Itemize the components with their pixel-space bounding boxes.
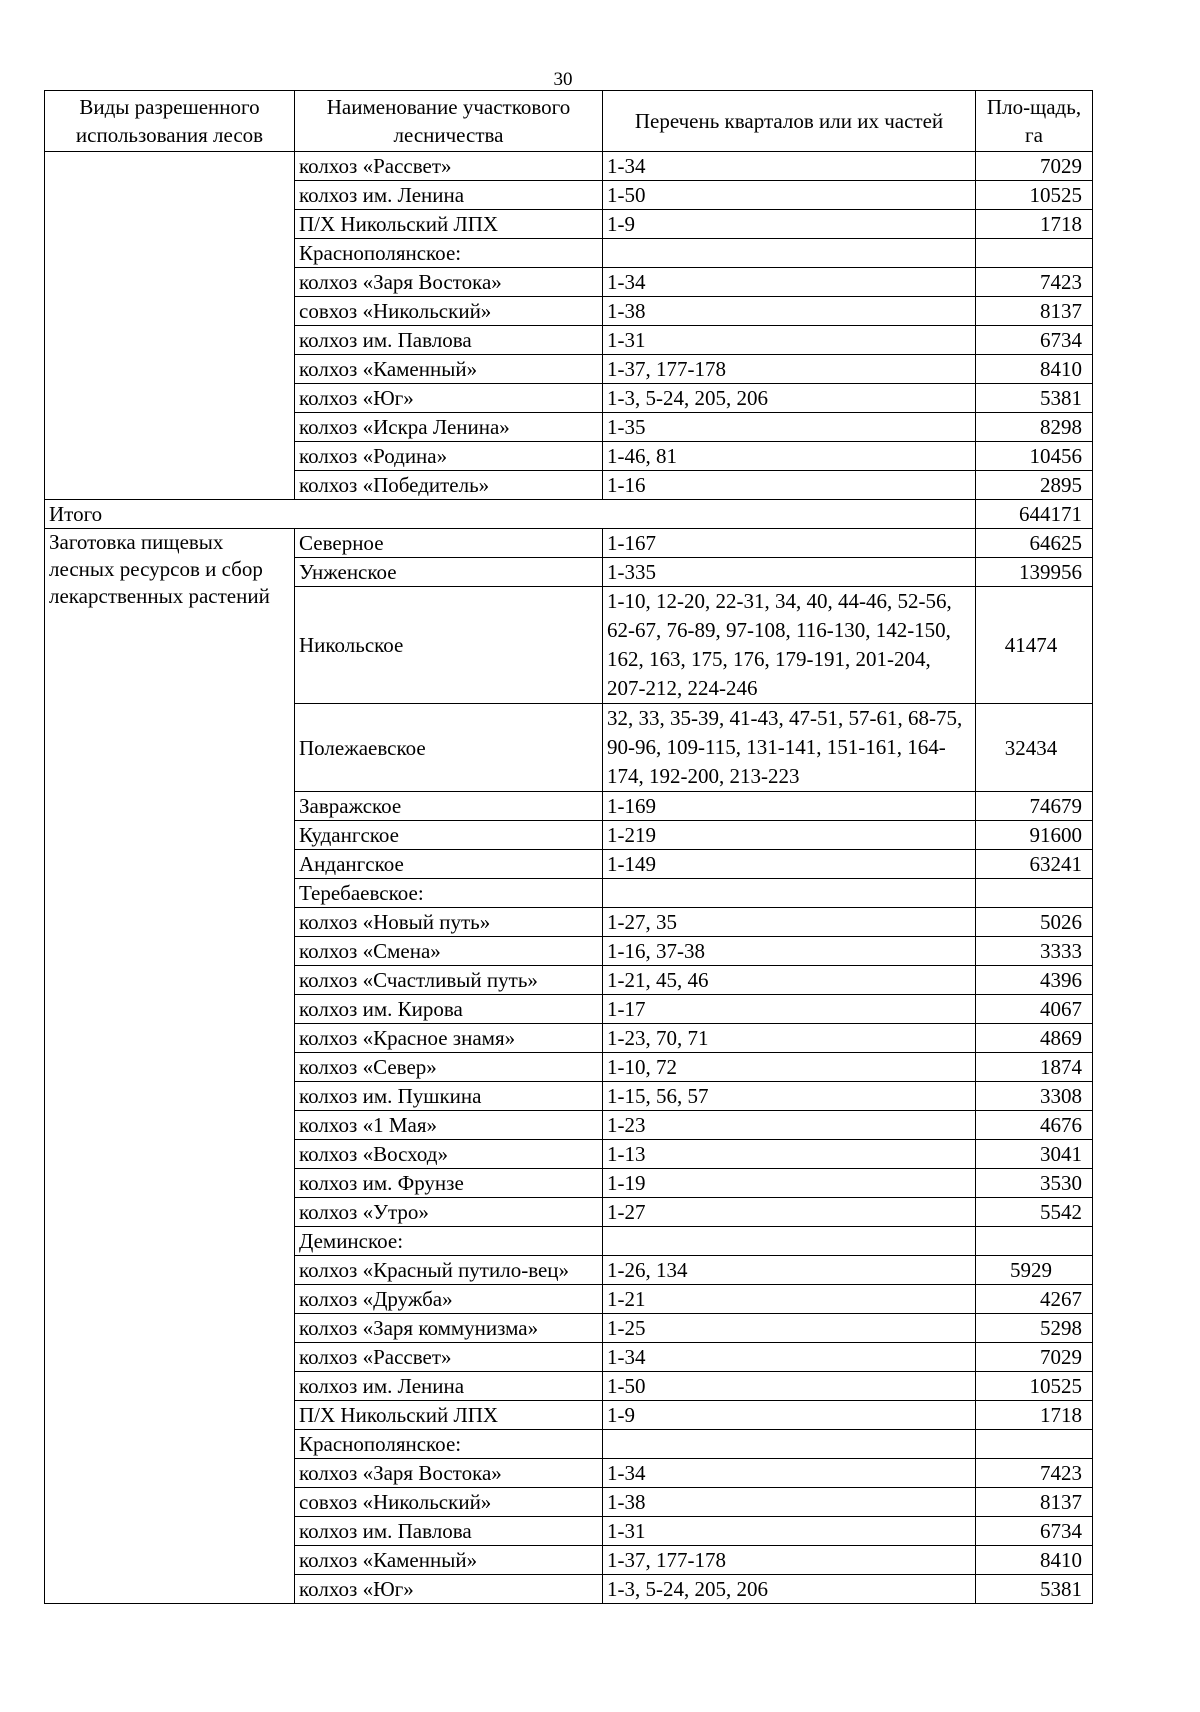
area-value: 6734 xyxy=(976,1517,1093,1546)
area-value: 6734 xyxy=(976,326,1093,355)
area-value xyxy=(976,1227,1093,1256)
area-value: 5381 xyxy=(976,384,1093,413)
forestry-name: колхоз «Восход» xyxy=(295,1140,603,1169)
quarter-list: 1-34 xyxy=(603,1343,976,1372)
forestry-name: колхоз «Красное знамя» xyxy=(295,1024,603,1053)
forestry-name: Унженское xyxy=(295,558,603,587)
area-value: 5298 xyxy=(976,1314,1093,1343)
forestry-name: колхоз «Рассвет» xyxy=(295,1343,603,1372)
area-value xyxy=(976,239,1093,268)
area-value xyxy=(976,879,1093,908)
quarter-list: 1-23, 70, 71 xyxy=(603,1024,976,1053)
quarter-list: 1-10, 72 xyxy=(603,1053,976,1082)
quarter-list: 1-26, 134 xyxy=(603,1256,976,1285)
forestry-name: Кудангское xyxy=(295,821,603,850)
quarter-list: 1-23 xyxy=(603,1111,976,1140)
forestry-name: колхоз «Север» xyxy=(295,1053,603,1082)
quarter-list: 1-38 xyxy=(603,297,976,326)
quarter-list: 1-3, 5-24, 205, 206 xyxy=(603,384,976,413)
area-value: 91600 xyxy=(976,821,1093,850)
forestry-name: колхоз им. Фрунзе xyxy=(295,1169,603,1198)
quarter-list xyxy=(603,1430,976,1459)
quarter-list: 1-167 xyxy=(603,529,976,558)
quarter-list: 1-37, 177-178 xyxy=(603,1546,976,1575)
page-number: 30 xyxy=(553,69,573,90)
forestry-name: колхоз «Заря Востока» xyxy=(295,268,603,297)
quarter-list: 1-34 xyxy=(603,268,976,297)
forestry-name: Краснополянское: xyxy=(295,239,603,268)
forestry-name: П/Х Никольский ЛПХ xyxy=(295,210,603,239)
area-value: 5929 xyxy=(976,1256,1093,1285)
header-list: Перечень кварталов или их частей xyxy=(603,91,976,152)
area-value: 4869 xyxy=(976,1024,1093,1053)
forestry-name: Никольское xyxy=(295,587,603,704)
header-use: Виды разрешенного использования лесов xyxy=(45,91,295,152)
table-row xyxy=(45,529,1093,558)
area-value: 4267 xyxy=(976,1285,1093,1314)
forestry-name: колхоз им. Ленина xyxy=(295,1372,603,1401)
quarter-list: 1-19 xyxy=(603,1169,976,1198)
quarter-list: 1-34 xyxy=(603,152,976,181)
forestry-name: колхоз «Заря Востока» xyxy=(295,1459,603,1488)
forestry-name: колхоз «Смена» xyxy=(295,937,603,966)
quarter-list: 1-31 xyxy=(603,1517,976,1546)
area-value: 8410 xyxy=(976,355,1093,384)
quarter-list: 1-219 xyxy=(603,821,976,850)
forestry-name: колхоз «Каменный» xyxy=(295,355,603,384)
area-value: 1718 xyxy=(976,1401,1093,1430)
quarter-list xyxy=(603,879,976,908)
forestry-name: Полежаевское xyxy=(295,704,603,792)
quarter-list: 1-27 xyxy=(603,1198,976,1227)
area-value: 1874 xyxy=(976,1053,1093,1082)
quarter-list: 1-9 xyxy=(603,1401,976,1430)
total-row xyxy=(45,500,1093,529)
area-value: 3530 xyxy=(976,1169,1093,1198)
quarter-list: 1-10, 12-20, 22-31, 34, 40, 44-46, 52-56, 62-67, 76-89, 97-108, 116-130, 142-150, 162, 163, 175, 176, 179-191, 201-204, 207-212, 224-246 xyxy=(603,587,976,704)
table-row xyxy=(45,152,1093,181)
quarter-list xyxy=(603,1227,976,1256)
use-type: Заготовка пищевых лесных ресурсов и сбор лекарственных растений xyxy=(45,529,295,1604)
area-value: 5542 xyxy=(976,1198,1093,1227)
area-value: 64625 xyxy=(976,529,1093,558)
area-value: 8298 xyxy=(976,413,1093,442)
forestry-name: колхоз «Юг» xyxy=(295,1575,603,1604)
area-value: 5381 xyxy=(976,1575,1093,1604)
area-value: 139956 xyxy=(976,558,1093,587)
quarter-list: 1-50 xyxy=(603,181,976,210)
forestry-name: колхоз «Искра Ленина» xyxy=(295,413,603,442)
forestry-name: совхоз «Никольский» xyxy=(295,1488,603,1517)
forestry-name: колхоз «Рассвет» xyxy=(295,152,603,181)
quarter-list: 1-35 xyxy=(603,413,976,442)
quarter-list: 1-16 xyxy=(603,471,976,500)
forestry-name: колхоз «Красный путило-вец» xyxy=(295,1256,603,1285)
area-value: 3333 xyxy=(976,937,1093,966)
forestry-name: колхоз им. Пушкина xyxy=(295,1082,603,1111)
total-blank xyxy=(295,500,976,529)
forestry-name: Деминское: xyxy=(295,1227,603,1256)
forestry-name: колхоз «Новый путь» xyxy=(295,908,603,937)
forestry-name: Андангское xyxy=(295,850,603,879)
forestry-name: колхоз «1 Мая» xyxy=(295,1111,603,1140)
quarter-list: 1-37, 177-178 xyxy=(603,355,976,384)
area-value: 1718 xyxy=(976,210,1093,239)
forestry-name: Теребаевское: xyxy=(295,879,603,908)
quarter-list: 1-34 xyxy=(603,1459,976,1488)
forestry-name: Завражское xyxy=(295,792,603,821)
area-value: 8410 xyxy=(976,1546,1093,1575)
table-body xyxy=(45,152,1093,1604)
quarter-list: 1-50 xyxy=(603,1372,976,1401)
total-label: Итого xyxy=(45,500,295,529)
area-value: 2895 xyxy=(976,471,1093,500)
quarter-list: 1-13 xyxy=(603,1140,976,1169)
quarter-list: 1-16, 37-38 xyxy=(603,937,976,966)
area-value: 74679 xyxy=(976,792,1093,821)
area-value: 10525 xyxy=(976,181,1093,210)
forestry-name: колхоз «Каменный» xyxy=(295,1546,603,1575)
header-area: Пло-щадь, га xyxy=(976,91,1093,152)
area-value: 5026 xyxy=(976,908,1093,937)
quarter-list: 1-27, 35 xyxy=(603,908,976,937)
area-value: 8137 xyxy=(976,297,1093,326)
quarter-list: 1-25 xyxy=(603,1314,976,1343)
total-area: 644171 xyxy=(976,500,1093,529)
quarter-list: 1-15, 56, 57 xyxy=(603,1082,976,1111)
area-value: 10456 xyxy=(976,442,1093,471)
forestry-name: колхоз им. Ленина xyxy=(295,181,603,210)
area-value: 7029 xyxy=(976,152,1093,181)
area-value: 7423 xyxy=(976,1459,1093,1488)
forestry-name: Северное xyxy=(295,529,603,558)
forestry-name: П/Х Никольский ЛПХ xyxy=(295,1401,603,1430)
header-name: Наименование участкового лесничества xyxy=(295,91,603,152)
quarter-list: 1-21, 45, 46 xyxy=(603,966,976,995)
quarter-list: 1-21 xyxy=(603,1285,976,1314)
forestry-name: колхоз «Счастливый путь» xyxy=(295,966,603,995)
area-value: 3308 xyxy=(976,1082,1093,1111)
forestry-name: колхоз им. Павлова xyxy=(295,1517,603,1546)
quarter-list: 1-17 xyxy=(603,995,976,1024)
forestry-name: колхоз им. Кирова xyxy=(295,995,603,1024)
area-value: 10525 xyxy=(976,1372,1093,1401)
area-value: 41474 xyxy=(976,587,1093,704)
quarter-list: 1-38 xyxy=(603,1488,976,1517)
quarter-list: 1-149 xyxy=(603,850,976,879)
forestry-name: колхоз «Родина» xyxy=(295,442,603,471)
quarter-list: 1-3, 5-24, 205, 206 xyxy=(603,1575,976,1604)
area-value: 8137 xyxy=(976,1488,1093,1517)
area-value: 4396 xyxy=(976,966,1093,995)
area-value xyxy=(976,1430,1093,1459)
quarter-list: 1-169 xyxy=(603,792,976,821)
forestry-name: колхоз «Победитель» xyxy=(295,471,603,500)
forestry-name: колхоз им. Павлова xyxy=(295,326,603,355)
quarter-list: 1-335 xyxy=(603,558,976,587)
quarter-list xyxy=(603,239,976,268)
area-value: 7029 xyxy=(976,1343,1093,1372)
forest-use-table xyxy=(44,90,1093,1604)
area-value: 7423 xyxy=(976,268,1093,297)
quarter-list: 1-31 xyxy=(603,326,976,355)
forestry-name: совхоз «Никольский» xyxy=(295,297,603,326)
forestry-name: колхоз «Юг» xyxy=(295,384,603,413)
table-header-row xyxy=(45,91,1093,152)
area-value: 4067 xyxy=(976,995,1093,1024)
use-cell-empty xyxy=(45,152,295,500)
area-value: 3041 xyxy=(976,1140,1093,1169)
area-value: 4676 xyxy=(976,1111,1093,1140)
forestry-name: колхоз «Дружба» xyxy=(295,1285,603,1314)
forestry-name: Краснополянское: xyxy=(295,1430,603,1459)
quarter-list: 1-9 xyxy=(603,210,976,239)
area-value: 63241 xyxy=(976,850,1093,879)
area-value: 32434 xyxy=(976,704,1093,792)
quarter-list: 32, 33, 35-39, 41-43, 47-51, 57-61, 68-75, 90-96, 109-115, 131-141, 151-161, 164-174, 192-200, 213-223 xyxy=(603,704,976,792)
quarter-list: 1-46, 81 xyxy=(603,442,976,471)
forestry-name: колхоз «Утро» xyxy=(295,1198,603,1227)
forestry-name: колхоз «Заря коммунизма» xyxy=(295,1314,603,1343)
